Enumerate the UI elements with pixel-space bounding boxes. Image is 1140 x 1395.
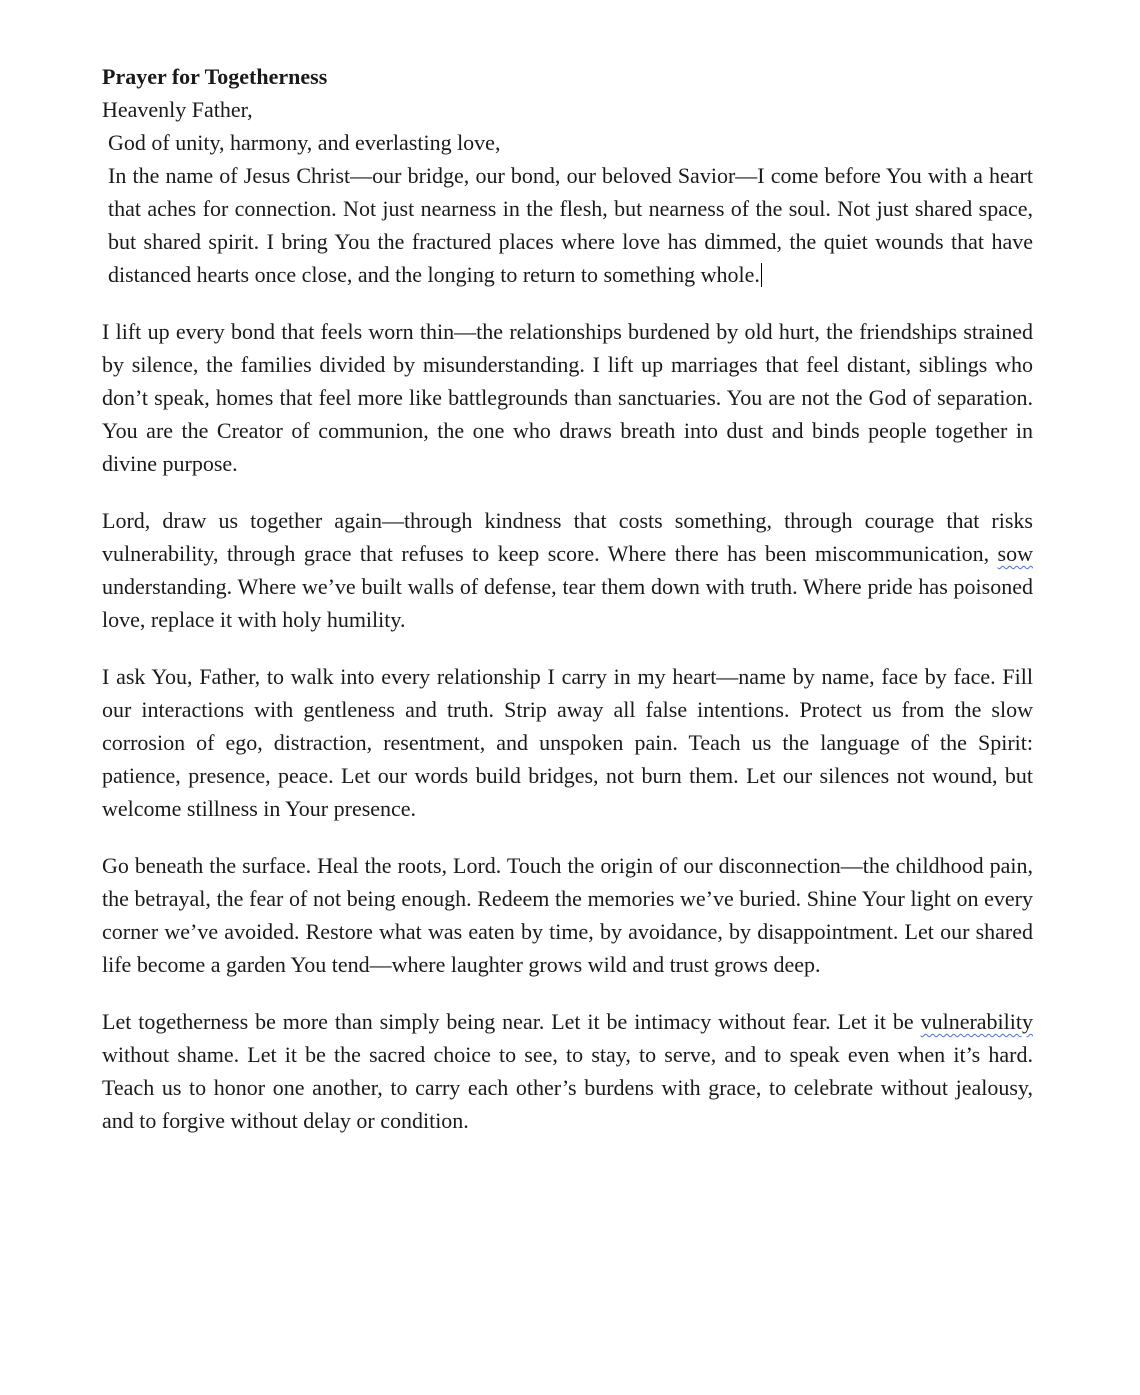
document-title: Prayer for Togetherness [102,64,328,89]
paragraph-5[interactable]: Go beneath the surface. Heal the roots, Lord. Touch the origin of our disconnection—the childhood pain, the betrayal, the fear of not being enough. Redeem the memories we’ve buried. Shine Your light on every corner we’ve avoided. Restore what was eaten by time, by avoidance, by disappointment. Let our shared life become a garden You tend—where laughter grows wild and trust grows deep. [102,853,1033,977]
paragraph-2[interactable]: I lift up every bond that feels worn thin—the relationships burdened by old hurt, the friendships strained by silence, the families divided by misunderstanding. I lift up marriages that feel distant, siblings who don’t speak, homes that feel more like battlegrounds than sanctuaries. You are not the God of separation. You are the Creator of communion, the one who draws breath into dust and binds people together in divine purpose. [102,319,1033,476]
address-line: God of unity, harmony, and everlasting love, [108,130,501,155]
paragraph-6[interactable] [102,1005,1033,1137]
paragraph-6-text-a: Let togetherness be more than simply being near. Let it be intimacy without fear. Let it be [102,1009,921,1034]
paragraph-1[interactable] [102,159,1033,291]
paragraph-3-text-b: understanding. Where we’ve built walls of defense, tear them down with truth. Where pride has poisoned love, replace it with holy humility. [102,574,1033,632]
spellcheck-flagged-word[interactable]: sow [997,541,1033,566]
paragraph-4[interactable]: I ask You, Father, to walk into every relationship I carry in my heart—name by name, face by face. Fill our interactions with gentleness and truth. Strip away all false intentions. Protect us from the slow corrosion of ego, distraction, resentment, and unspoken pain. Teach us the language of the Spirit: patience, presence, peace. Let our words build bridges, not burn them. Let our silences not wound, but welcome stillness in Your presence. [102,664,1033,821]
salutation-line: Heavenly Father, [102,97,253,122]
spellcheck-flagged-word[interactable]: vulnerability [920,1009,1033,1034]
paragraph-1-text: In the name of Jesus Christ—our bridge, our bond, our beloved Savior—I come before You with a heart that aches for connection. Not just nearness in the flesh, but nearness of the soul. Not just shared space, but shared spirit. I bring You the fractured places where love has dimmed, the quiet wounds that have distanced hearts once close, and the longing to return to something whole. [108,163,1033,287]
paragraph-3[interactable] [102,504,1033,636]
document-page[interactable] [102,60,1033,1161]
paragraph-6-text-b: without shame. Let it be the sacred choice to see, to stay, to serve, and to speak even when it’s hard. Teach us to honor one another, to carry each other’s burdens with grace, to celebrate without jealousy, and to forgive without delay or condition. [102,1042,1033,1133]
text-cursor [761,263,762,287]
paragraph-3-text-a: Lord, draw us together again—through kindness that costs something, through courage that risks vulnerability, through grace that refuses to keep score. Where there has been miscommunication, [102,508,1033,566]
